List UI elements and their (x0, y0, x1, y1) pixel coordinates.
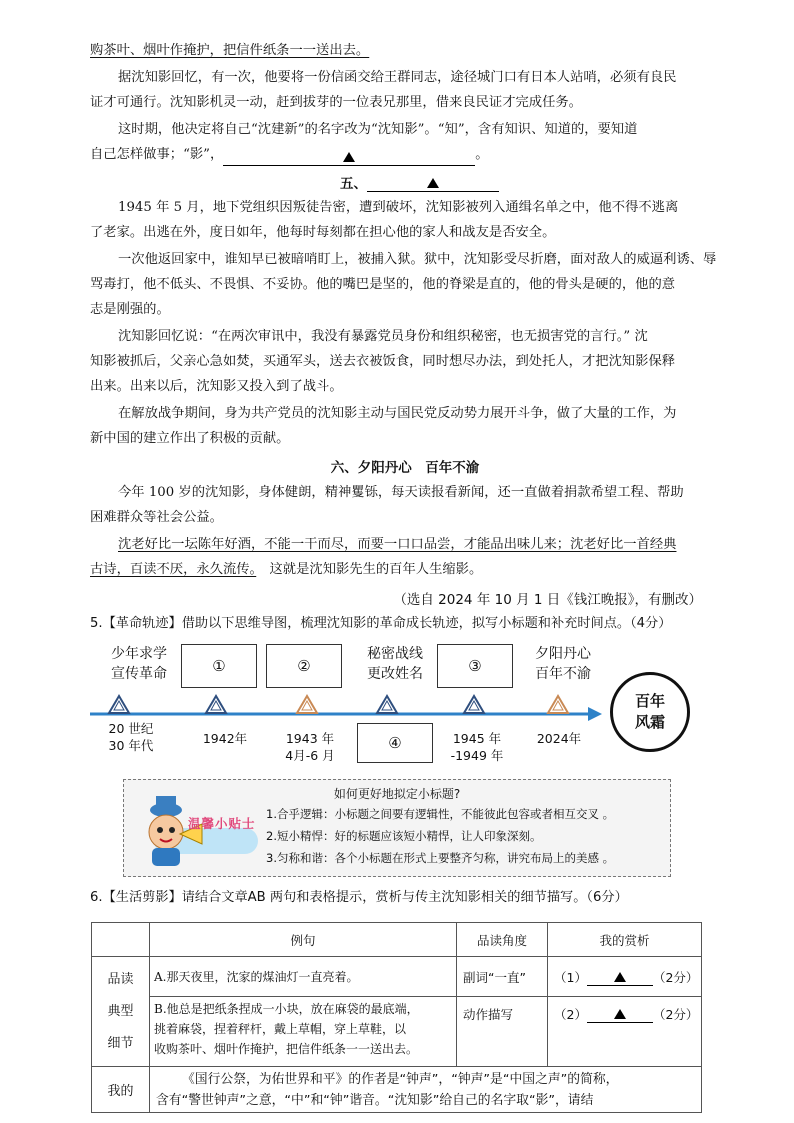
analysis-cell-a (548, 957, 702, 997)
answer-points: （2分） (652, 969, 699, 985)
answer-blank[interactable] (223, 149, 475, 166)
my-analysis-cell (150, 1067, 702, 1113)
paragraph-line: 骂毒打，他不低头、不畏惧、不妥协。他的嘴巴是坚的，他的脊梁是直的，他的骨头是硬的，他的意 (90, 277, 676, 292)
underlined-text: 古诗，百读不厌，永久流传。 (90, 562, 257, 577)
example-sentence-b (150, 997, 457, 1067)
year-label (190, 730, 260, 747)
paragraph-line (90, 559, 710, 581)
analysis-line: 含有“警世钟声”之意，“中”和“钟”谐音。“沈知影”给自己的名字取“影”，请结 (156, 1092, 594, 1108)
timeline-arrowhead-icon (588, 707, 602, 721)
section-heading-6: 六、夕阳丹心 百年不渝 (330, 460, 480, 476)
table-header: 我的赏析 (548, 923, 702, 957)
stage-label (526, 644, 600, 684)
text-segment: 这就是沈知影先生的百年人生缩影。 (256, 562, 483, 577)
paragraph-line: 沈知影回忆说：“在两次审讯中，我没有暴露党员身份和组织秘密，也无损害党的言行。” 沈 (118, 329, 648, 344)
tips-title: 如何更好地拟定小标题? (333, 787, 461, 801)
year-label-line: 1943 年 (285, 731, 335, 746)
row-group-label (92, 957, 150, 1067)
paragraph-line: 沈老好比一坛陈年好酒，不能一干而尽，而要一口口品尝，才能品出味儿来；沈老好比一首经典 (118, 537, 677, 552)
stage-label-line: 夕阳丹心 (535, 646, 591, 662)
end-circle (610, 672, 690, 752)
answer-box-1[interactable]: ① (181, 644, 257, 688)
table-row (92, 1067, 702, 1113)
answer-box-2[interactable]: ② (266, 644, 342, 688)
table-header: 例句 (150, 923, 457, 957)
table-row (92, 957, 702, 997)
paragraph-line: 购茶叶、烟叶作掩护，把信件纸条一一送出去。 (90, 43, 370, 58)
year-label-line: 1945 年 (452, 731, 502, 746)
tips-item: 2.短小精悍：好的标题应该短小精悍，让人印象深刻。 (266, 829, 542, 843)
sentence-line: 挑着麻袋，捏着秤杆，戴上草帽，穿上草鞋，以 (154, 1022, 407, 1036)
heading-blank[interactable] (367, 175, 499, 192)
paragraph-line: 在解放战争期间，身为共产党员的沈知影主动与国民党反动势力展开斗争，做了大量的工作，为 (118, 406, 677, 421)
paragraph-line: 今年 100 岁的沈知影，身体健朗，精神矍铄，每天读报看新闻，还一直做着捐款希望工程、帮助 (118, 485, 684, 500)
table-header-row (92, 923, 702, 957)
answer-points: （2分） (652, 1007, 699, 1022)
question-5-text: 5.【革命轨迹】借助以下思维导图，梳理沈知影的革命成长轨迹，拟写小标题和补充时间点。（4分） (90, 616, 672, 631)
row-group-label-line: 典型 (107, 1003, 134, 1019)
paragraph-line: 据沈知影回忆，有一次，他要将一份信函交给王群同志，途径城门口有日本人站哨，必须有良民 (118, 70, 677, 85)
year-label (272, 730, 348, 764)
reading-angle-a: 副词“一直” (457, 957, 548, 997)
paragraph-line: 1945 年 5 月，地下党组织因叛徒告密，遭到破坏，沈知影被列入通缉名单之中，他不得不逃离 (118, 200, 679, 215)
stage-label-line: 宣传革命 (111, 666, 167, 682)
answer-box-3[interactable]: ③ (437, 644, 513, 688)
paragraph-line: 出来。出来以后，沈知影又投入到了战斗。 (90, 379, 343, 394)
stage-label-line: 更改姓名 (367, 666, 423, 682)
section-heading-5 (340, 172, 540, 192)
row-group-label-line: 细节 (107, 1035, 134, 1051)
triangle-marker-icon (614, 972, 626, 982)
example-sentence-a: A.那天夜里，沈家的煤油灯一直亮着。 (150, 957, 457, 997)
timeline-arrow (88, 690, 608, 730)
paragraph-line: 新中国的建立作出了积极的贡献。 (90, 431, 290, 446)
year-label-line: -1949 年 (450, 748, 504, 763)
triangle-marker-icon (427, 178, 439, 188)
paragraph-line: 一次他返回家中，谁知早已被暗哨盯上，被捕入狱。狱中，沈知影受尽折磨，面对敌人的威逼利诱、辱 (118, 252, 717, 267)
table-corner-cell (92, 923, 150, 957)
paragraph-line: 困难群众等社会公益。 (90, 510, 223, 525)
paragraph-line: 志是刚强的。 (90, 302, 170, 317)
year-label-line: 30 年代 (108, 738, 154, 753)
sentence-line: B.他总是把纸条捏成一小块，放在麻袋的最底端， (154, 1002, 419, 1016)
year-label-line: 4月-6 月 (285, 748, 335, 763)
stage-label (358, 644, 432, 684)
stage-label-line: 秘密战线 (367, 646, 423, 662)
end-circle-line: 百年 (634, 692, 665, 710)
paragraph-line: 证才可通行。沈知影机灵一动，赶到拔芽的一位表兄那里，借来良民证才完成任务。 (90, 95, 582, 110)
year-label (440, 730, 514, 764)
year-label-line: 20 世纪 (108, 721, 154, 736)
tips-badge: 温馨小贴士 (188, 816, 256, 831)
question-6-text: 6.【生活剪影】请结合文章AB 两句和表格提示，赏析与传主沈知影相关的细节描写。（6分） (90, 890, 628, 905)
sentence-line: 收购茶叶、烟叶作掩护，把信件纸条一一送出去。 (154, 1042, 419, 1056)
answer-blank[interactable] (587, 971, 653, 986)
year-label-line: 2024年 (536, 731, 582, 746)
stage-label (104, 644, 174, 684)
text-segment: 。 (475, 147, 489, 162)
heading-prefix: 五、 (340, 176, 367, 192)
tips-item: 3.匀称和谐：各个小标题在形式上要整齐匀称，讲究布局上的美感 。 (266, 851, 615, 865)
row-label-mine: 我的 (92, 1067, 150, 1113)
year-label (522, 730, 596, 747)
answer-box-4[interactable]: ④ (357, 723, 433, 763)
row-group-label-line: 品读 (107, 971, 134, 987)
end-circle-line: 风霜 (634, 713, 665, 731)
source-citation: （选自 2024 年 10 月 1 日《钱江晚报》，有删改） (393, 592, 702, 608)
tips-box (123, 779, 671, 877)
text-segment: 自己怎样做事；“影”， (90, 147, 224, 162)
answer-number: （1） (554, 969, 587, 985)
reading-angle-b: 动作描写 (457, 997, 548, 1067)
paragraph-line: 这时期，他决定将自己“沈建新”的名字改为“沈知影”。“知”，含有知识、知道的，要知道 (118, 122, 638, 137)
analysis-table (91, 922, 702, 1113)
tips-item: 1.合乎逻辑：小标题之间要有逻辑性，不能彼此包容或者相互交叉 。 (266, 807, 615, 821)
analysis-cell-b (548, 997, 702, 1067)
answer-number: （2） (554, 1007, 587, 1022)
triangle-marker-icon (614, 1009, 626, 1019)
table-header: 品读角度 (457, 923, 548, 957)
year-label-line: 1942年 (202, 731, 248, 746)
paragraph-line: 知影被抓后，父亲心急如焚，买通军头，送去衣被饭食，同时想尽办法，到处托人，才把沈知影保释 (90, 354, 676, 369)
analysis-line: 《国行公祭，为佑世界和平》的作者是“钟声”，“钟声”是“中国之声”的简称， (182, 1071, 619, 1087)
table-row (92, 997, 702, 1067)
paragraph-line: 了老家。出逃在外，度日如年，他每时每刻都在担心他的家人和战友是否安全。 (90, 225, 556, 240)
triangle-marker-icon (343, 152, 355, 162)
stage-label-line: 百年不渝 (535, 666, 591, 682)
answer-blank[interactable] (587, 1008, 653, 1023)
year-label (96, 720, 166, 754)
stage-label-line: 少年求学 (111, 646, 167, 662)
paragraph-line-with-blank (90, 144, 710, 166)
